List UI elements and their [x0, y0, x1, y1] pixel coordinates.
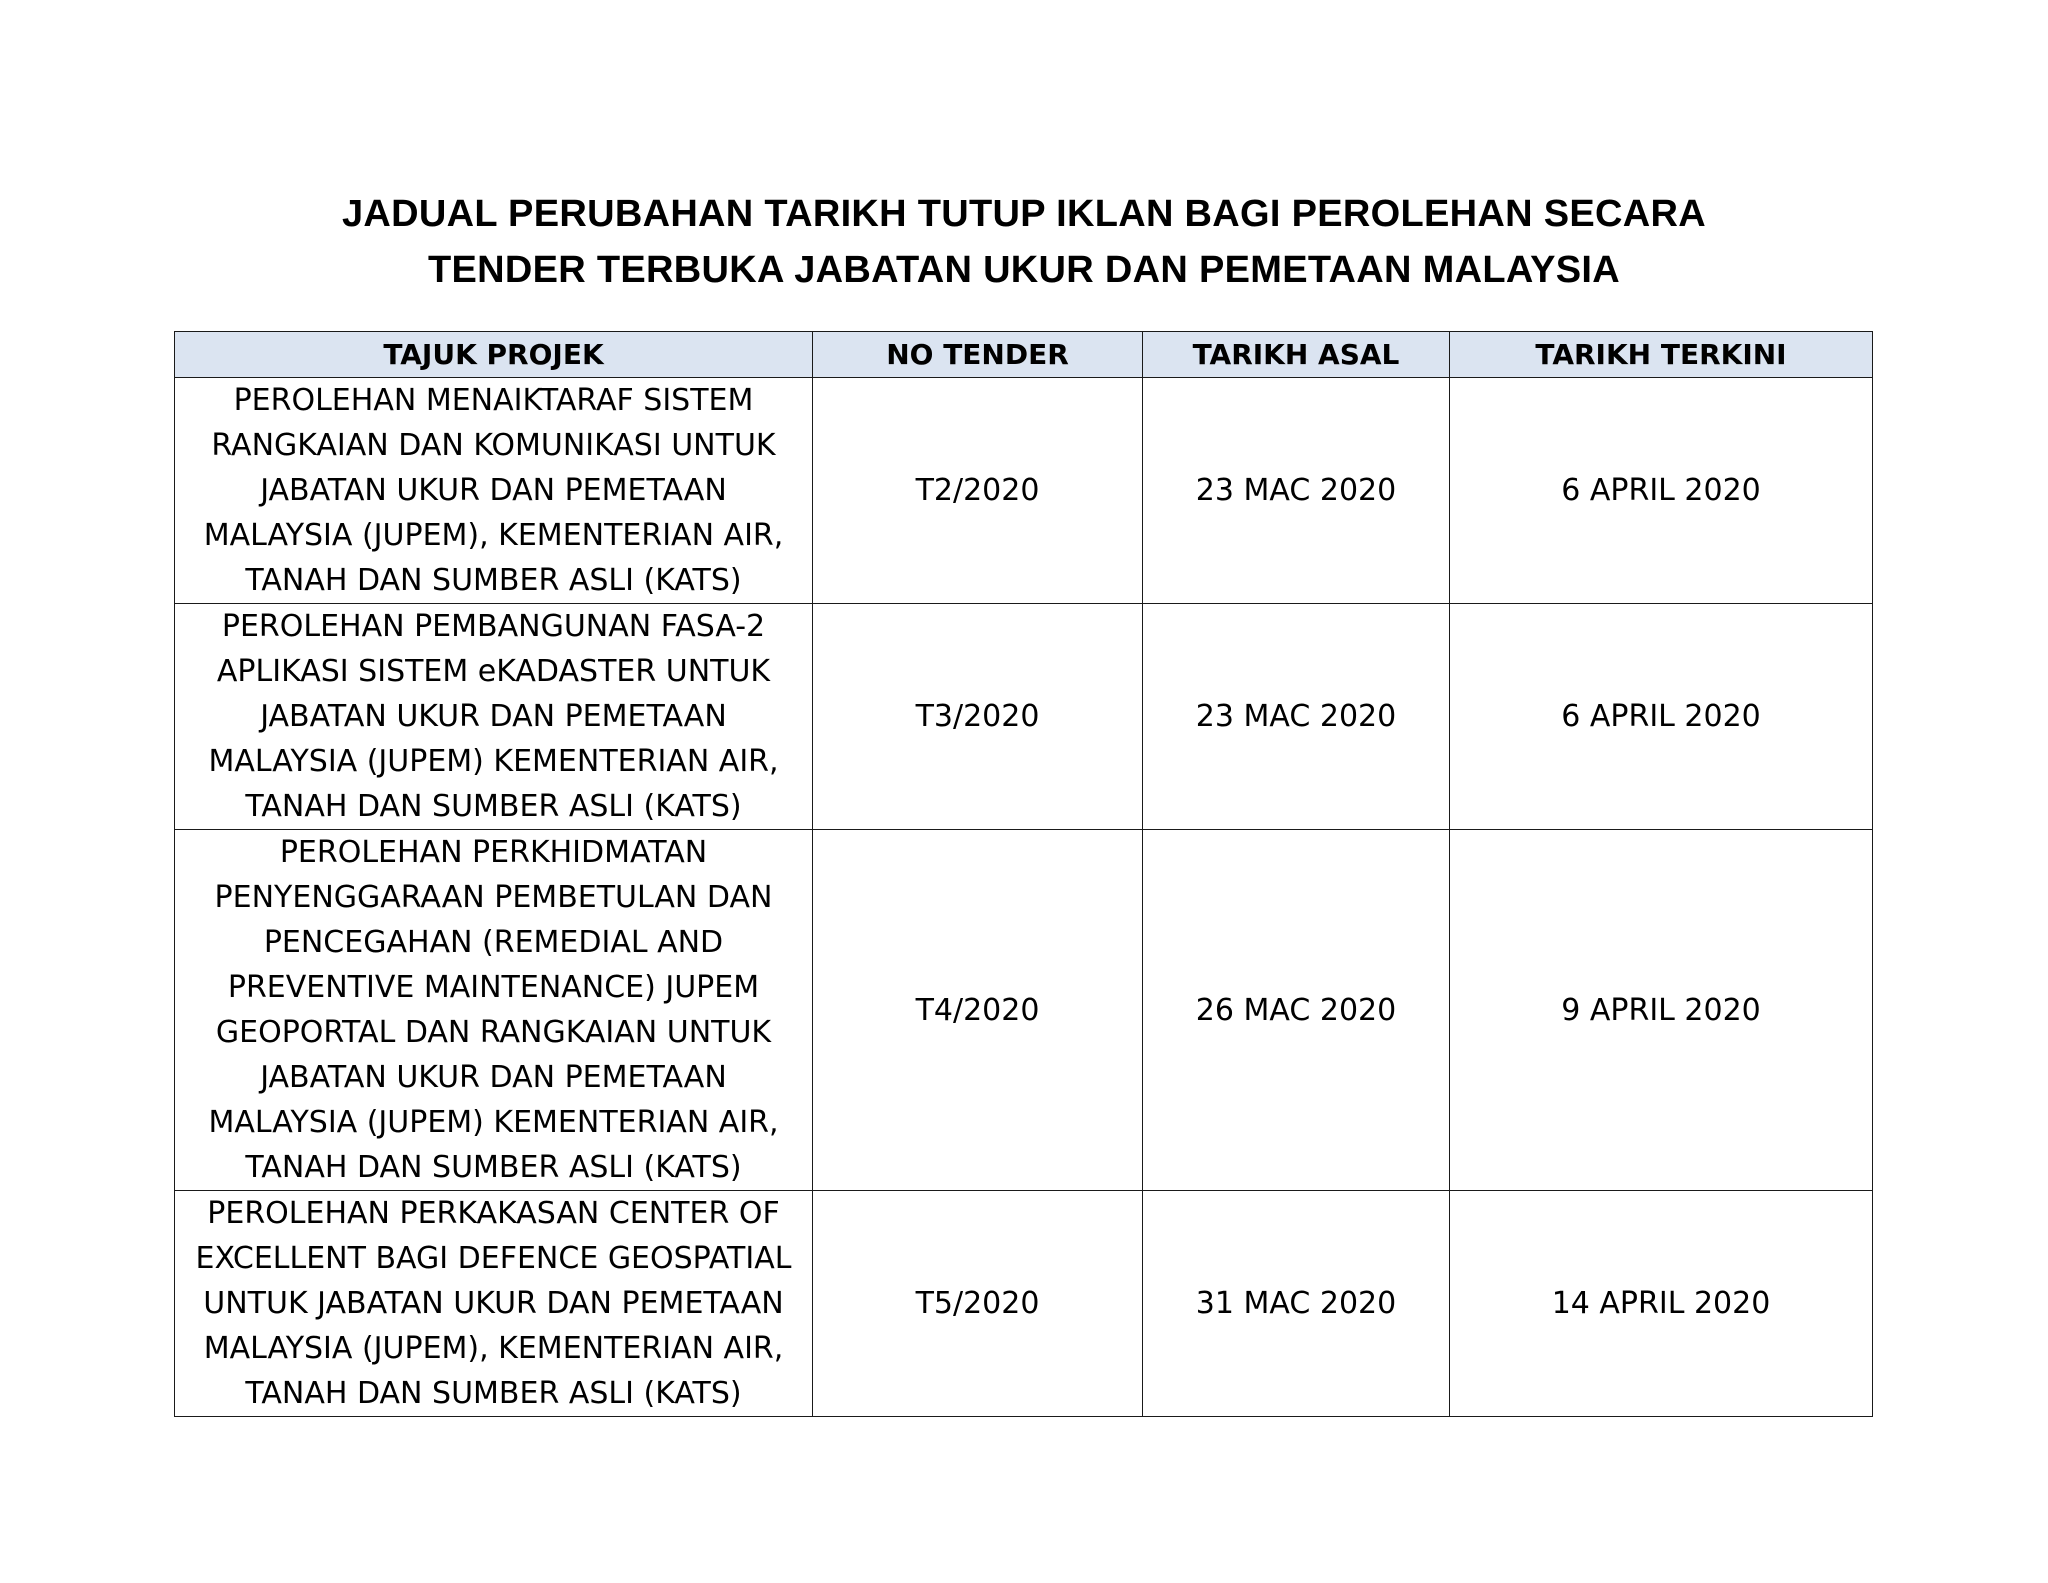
latest-date-cell: 9 APRIL 2020: [1450, 830, 1873, 1191]
page-title: [0, 186, 2048, 298]
header-latest-date: TARIKH TERKINI: [1450, 332, 1873, 378]
project-title-line: PEROLEHAN PEMBANGUNAN FASA-2: [221, 609, 766, 644]
project-title-cell: [175, 604, 813, 830]
project-title-cell: [175, 830, 813, 1191]
tender-no-cell: T4/2020: [813, 830, 1143, 1191]
project-title-line: TANAH DAN SUMBER ASLI (KATS): [245, 789, 742, 824]
header-tender-no: NO TENDER: [813, 332, 1143, 378]
latest-date-cell: 14 APRIL 2020: [1450, 1191, 1873, 1417]
page-title-line: TENDER TERBUKA JABATAN UKUR DAN PEMETAAN MALAYSIA: [427, 249, 1620, 291]
tender-no-cell: T5/2020: [813, 1191, 1143, 1417]
project-title-line: UNTUK JABATAN UKUR DAN PEMETAAN: [203, 1286, 784, 1321]
project-title-line: PEROLEHAN MENAIKTARAF SISTEM: [233, 383, 754, 418]
table-row: [175, 604, 1873, 830]
project-title-cell: [175, 378, 813, 604]
header-project: TAJUK PROJEK: [175, 332, 813, 378]
project-title-line: GEOPORTAL DAN RANGKAIAN UNTUK: [215, 1015, 772, 1050]
project-title-line: TANAH DAN SUMBER ASLI (KATS): [245, 563, 742, 598]
project-title-line: PENYENGGARAAN PEMBETULAN DAN: [214, 880, 773, 915]
project-title-line: TANAH DAN SUMBER ASLI (KATS): [245, 1150, 742, 1185]
original-date-cell: 31 MAC 2020: [1143, 1191, 1450, 1417]
table-row: [175, 830, 1873, 1191]
table-row: [175, 378, 1873, 604]
project-title-line: JABATAN UKUR DAN PEMETAAN: [260, 699, 727, 734]
latest-date-cell: 6 APRIL 2020: [1450, 604, 1873, 830]
project-title-line: MALAYSIA (JUPEM), KEMENTERIAN AIR,: [203, 1331, 784, 1366]
project-title-line: MALAYSIA (JUPEM) KEMENTERIAN AIR,: [208, 1105, 779, 1140]
original-date-cell: 23 MAC 2020: [1143, 604, 1450, 830]
page-title-line: JADUAL PERUBAHAN TARIKH TUTUP IKLAN BAGI PEROLEHAN SECARA: [341, 193, 1707, 235]
project-title-line: RANGKAIAN DAN KOMUNIKASI UNTUK: [211, 428, 776, 463]
project-title-line: PEROLEHAN PERKHIDMATAN: [279, 835, 708, 870]
project-title-line: APLIKASI SISTEM eKADASTER UNTUK: [216, 654, 771, 689]
project-title-line: EXCELLENT BAGI DEFENCE GEOSPATIAL: [195, 1241, 792, 1276]
project-title-line: JABATAN UKUR DAN PEMETAAN: [260, 1060, 727, 1095]
project-title-line: JABATAN UKUR DAN PEMETAAN: [260, 473, 727, 508]
header-original-date: TARIKH ASAL: [1143, 332, 1450, 378]
project-title-line: MALAYSIA (JUPEM) KEMENTERIAN AIR,: [208, 744, 779, 779]
tender-table: [174, 331, 1873, 1417]
tender-no-cell: T2/2020: [813, 378, 1143, 604]
table-row: [175, 1191, 1873, 1417]
project-title-line: TANAH DAN SUMBER ASLI (KATS): [245, 1376, 742, 1411]
project-title-line: PENCEGAHAN (REMEDIAL AND: [263, 925, 724, 960]
project-title-cell: [175, 1191, 813, 1417]
project-title-line: MALAYSIA (JUPEM), KEMENTERIAN AIR,: [203, 518, 784, 553]
tender-no-cell: T3/2020: [813, 604, 1143, 830]
project-title-line: PEROLEHAN PERKAKASAN CENTER OF: [207, 1196, 780, 1231]
original-date-cell: 23 MAC 2020: [1143, 378, 1450, 604]
original-date-cell: 26 MAC 2020: [1143, 830, 1450, 1191]
project-title-line: PREVENTIVE MAINTENANCE) JUPEM: [227, 970, 760, 1005]
header-row: [175, 332, 1873, 378]
latest-date-cell: 6 APRIL 2020: [1450, 378, 1873, 604]
